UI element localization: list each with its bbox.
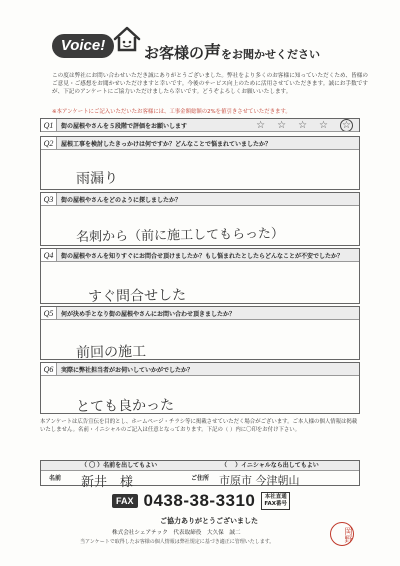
question-number: Q6 [41, 363, 57, 376]
question-header [41, 363, 359, 376]
consent-footnote: 本アンケートは広告宣伝を目的とし、ホームページ・チラシ等に掲載させていただく場合がございます。ご本人様の個人情報は掲載いたしません。名前・イニシャルのご記入は任意となっております。下記の（ ）内に〇印をお付け下さい。 [40, 419, 358, 434]
answer-q2: 雨漏り [75, 170, 119, 188]
header-title [144, 38, 344, 63]
question-header [41, 307, 359, 320]
thanks-text: ご協力ありがとうございました [160, 517, 258, 525]
question-number: Q3 [41, 193, 57, 206]
question-number: Q2 [41, 137, 57, 150]
answer-q5: 前回の施工 [75, 343, 147, 362]
question-text: 何が決め手となり街の屋根やさんにお問い合わせ頂きましたか？ [61, 310, 236, 318]
question-header [41, 249, 359, 262]
question-number: Q1 [41, 119, 57, 132]
fax-number: 0438-38-3310 [143, 491, 256, 510]
answer-q3: 名刺から（前に施工してもらった） [75, 226, 285, 246]
star-icon[interactable]: ☆ [298, 120, 308, 131]
question-text: 街の屋根やさんを５段階で評価をお願いします [61, 122, 188, 130]
header-title-part-c: をお聞かせください [221, 48, 321, 61]
address-value: 市原市 今津朝山 [219, 474, 300, 487]
option-show-initial[interactable]: （ ）イニシャルなら出してもよい [221, 462, 319, 469]
name-address-box [40, 460, 360, 490]
question-text: 屋根工事を検討したきっかけは何ですか？どんなことで悩まれていましたか？ [61, 140, 272, 148]
question-number: Q5 [41, 307, 57, 320]
name-option-row [41, 461, 359, 471]
question-header [41, 137, 359, 150]
question-number: Q4 [41, 249, 57, 262]
seal-stamp: 岡野 [330, 522, 354, 546]
star-icon[interactable]: ☆ [256, 120, 266, 131]
header-title-part-b: 声 [204, 43, 222, 63]
address-label: ご住所 [191, 475, 210, 482]
answer-q4: すぐ問合せした [87, 287, 187, 306]
voice-badge: Voice! [52, 34, 114, 58]
fax-note [261, 492, 290, 510]
privacy-note: 当アンケートで取得したお客様の個人情報は弊社規定に基づき適正に管理いたします。 [80, 539, 275, 545]
discount-notice: ※本アンケートにご記入いただいたお客様には、工事金額総額の2%を値引きさせていただきます。 [52, 109, 291, 115]
house-icon [112, 24, 142, 54]
name-label: 名前 [49, 475, 62, 482]
answer-q6: とても良かった [75, 397, 175, 416]
star-icon[interactable]: ☆ [277, 120, 287, 131]
star-icon[interactable]: ☆ [319, 120, 328, 131]
rating-stars[interactable] [256, 119, 353, 132]
star-icon-selected[interactable]: ☆ [340, 119, 353, 132]
header-title-part-a: お客様の [144, 44, 205, 62]
company-info: 株式会社シェアテック 代表取締役 大久保 誠二 [112, 530, 241, 536]
question-header [41, 193, 359, 206]
fax-row [112, 490, 312, 512]
question-text: 街の屋根やさんを知りすぐにお問合せ頂けましたか？もし悩まれたとしたらどんなことが不安でしたか？ [61, 252, 344, 260]
question-box-q1 [40, 118, 360, 132]
intro-text: この度は弊社にお問い合わせいただき誠にありがとうございました。弊社をより多くのお客様に知っていただくため、皆様のご意見・ご感想をお聞かせいただけますと幸いです。今後のサービス向上のために活用させていただきます。誠にお手数ですが、下記のアンケートにご協力いただけましたら幸いです。どうぞよろしくお願いいたします。 [52, 73, 368, 95]
option-show-name[interactable]: （ 〇 ）名前を出してもよい [81, 462, 158, 469]
fax-badge: FAX [112, 494, 138, 508]
question-text: 実際に弊社担当者がお伺いしていかがでしたか？ [61, 366, 194, 374]
question-header [41, 119, 359, 132]
fax-note-line-1: 本社直通 [264, 494, 287, 500]
question-text: 街の屋根やさんをどのように探しましたか？ [61, 196, 182, 204]
fax-note-line-2: FAX番号 [264, 501, 288, 507]
name-value: 新井 様 [81, 475, 134, 490]
